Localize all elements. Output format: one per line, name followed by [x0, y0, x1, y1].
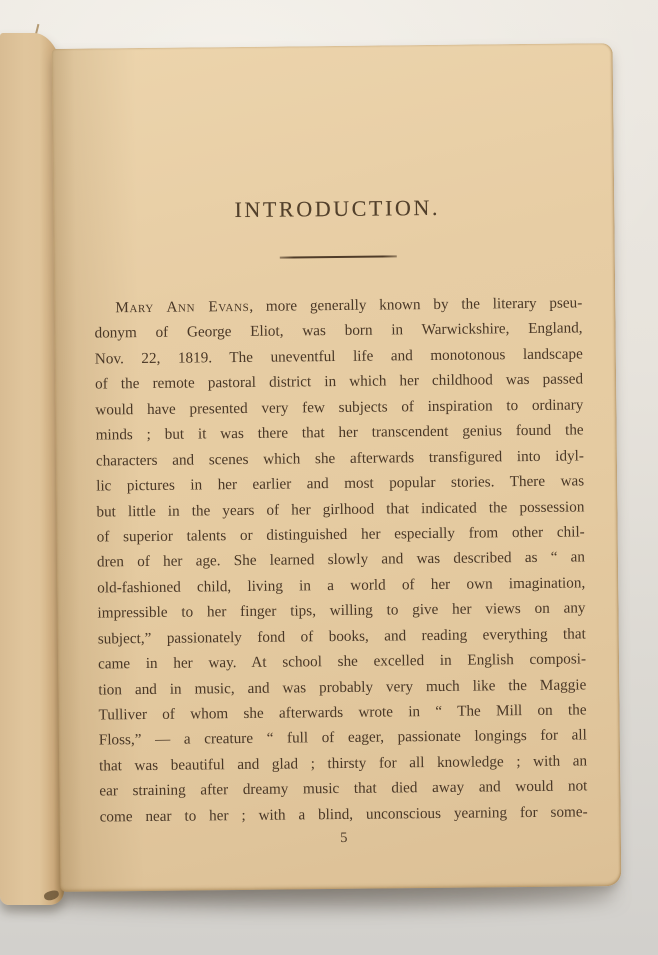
paragraph-line: would have presented very few subjects of inspiration to ordinary — [95, 396, 584, 419]
paragraph-line: impressible to her finger tips, willing to give her views on any — [97, 599, 586, 622]
paragraph-line: but little in the years of her girlhood that indicated the possession — [96, 497, 585, 521]
paragraph-lines — [94, 316, 587, 830]
paragraph-line: tion and in music, and was probably very much like the Maggie — [98, 675, 587, 699]
title-divider-rule — [280, 255, 397, 258]
paragraph-line: came in her way. At school she excelled in English composi- — [97, 650, 587, 673]
paragraph-line: subject,” passionately fond of books, and reading everything that — [97, 625, 586, 648]
author-name-small-caps: Mary Ann Evans — [115, 297, 250, 317]
paragraph-line: come near to her ; with a blind, unconscious yearning for some- — [99, 803, 588, 826]
paragraph-line: lic pictures in her earlier and most popular stories. There was — [96, 472, 585, 495]
paragraph-line: of superior talents or distinguished her especially from other chil- — [96, 523, 585, 546]
intro-paragraph — [94, 290, 588, 829]
paragraph-line: Tulliver of whom she afterwards wrote in “ The Mill on the — [98, 701, 587, 724]
paragraph-line: minds ; but it was there that her transcendent genius found the — [95, 421, 584, 444]
book-page — [52, 43, 622, 892]
paragraph-line: ear straining after dreamy music that died away and would not — [99, 777, 588, 800]
paragraph-line: characters and scenes which she afterwards transfigured into idyl- — [95, 447, 584, 470]
paragraph-line: dren of her age. She learned slowly and was described as “ an — [96, 548, 586, 571]
paragraph-first-line-text: , more generally known by the literary pseu- — [249, 294, 583, 315]
paragraph-line: old-fashioned child, living in a world of her own imagination, — [97, 574, 586, 597]
paragraph-line: of the remote pastoral district in which her childhood was passed — [95, 370, 584, 393]
paragraph-line: that was beautiful and glad ; thirsty for all knowledge ; with an — [99, 752, 588, 775]
page-number: 5 — [340, 829, 348, 846]
paragraph-line: Nov. 22, 1819. The uneventful life and monotonous landscape — [94, 345, 583, 368]
page-title: INTRODUCTION. — [234, 194, 441, 223]
paragraph-line: Floss,” — a creature “ full of eager, passionate longings for all — [98, 726, 587, 749]
paragraph-line: donym of George Eliot, was born in Warwickshire, England, — [94, 319, 583, 342]
page-content — [92, 43, 589, 891]
